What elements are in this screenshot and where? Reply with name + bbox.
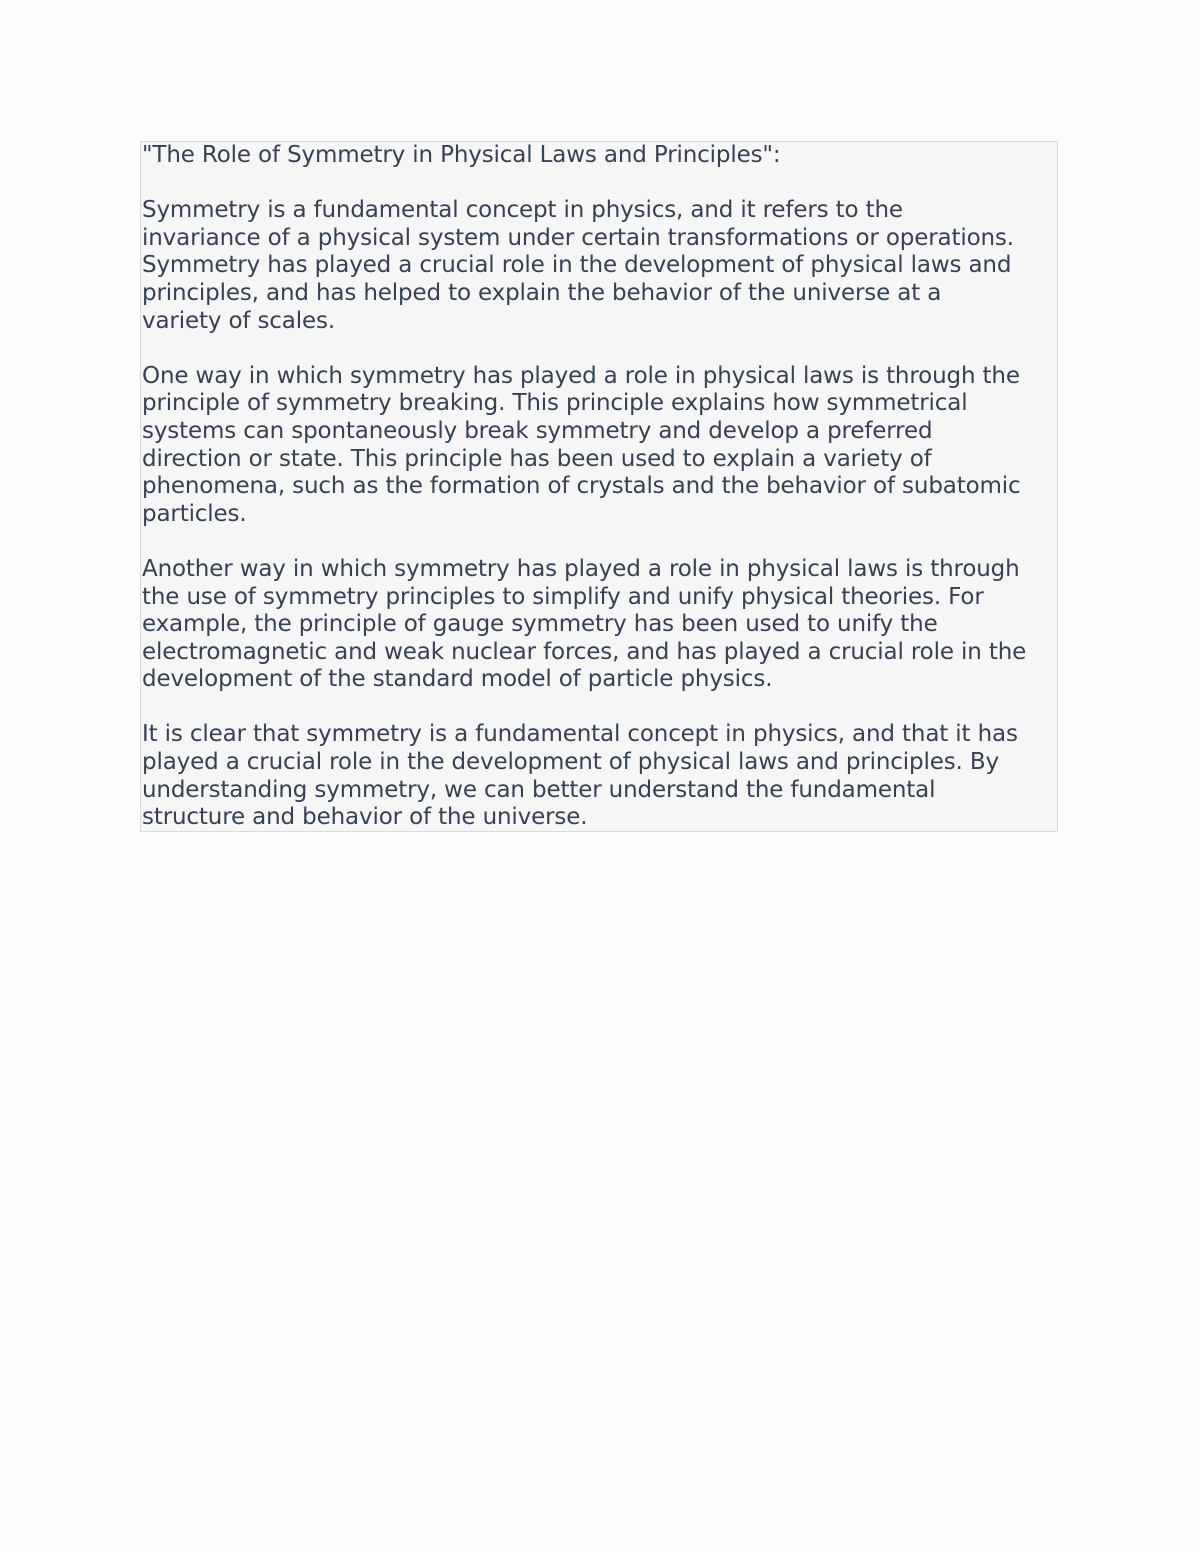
text-line: "The Role of Symmetry in Physical Laws and Principles":	[142, 142, 781, 168]
text-line: example, the principle of gauge symmetry has been used to unify the	[142, 611, 938, 638]
text-line: electromagnetic and weak nuclear forces, and has played a crucial role in the	[142, 638, 1027, 665]
text-line: invariance of a physical system under certain transformations or operations.	[142, 224, 1014, 251]
text-line: Symmetry has played a crucial role in the development of physical laws and	[142, 252, 1012, 279]
text-line: variety of scales.	[142, 307, 335, 334]
text-line: played a crucial role in the development of physical laws and principles. By	[142, 749, 999, 776]
text-line: direction or state. This principle has been used to explain a variety of	[142, 445, 932, 472]
text-line: Symmetry is a fundamental concept in physics, and it refers to the	[142, 197, 903, 224]
text-line: principle of symmetry breaking. This principle explains how symmetrical	[142, 390, 968, 417]
text-line: phenomena, such as the formation of crystals and the behavior of subatomic	[142, 473, 1021, 500]
unification-paragraph	[142, 556, 1056, 694]
text-line: understanding symmetry, we can better understand the fundamental	[142, 776, 936, 803]
symmetry-breaking-paragraph	[142, 363, 1056, 529]
text-line: development of the standard model of particle physics.	[142, 666, 773, 693]
essay-text-box	[140, 141, 1058, 832]
text-line: systems can spontaneously break symmetry and develop a preferred	[142, 417, 933, 444]
text-line: It is clear that symmetry is a fundamental concept in physics, and that it has	[142, 721, 1018, 748]
text-line: the use of symmetry principles to simplify and unify physical theories. For	[142, 583, 984, 610]
essay-title-paragraph	[142, 142, 1056, 170]
text-line: particles.	[142, 500, 247, 527]
intro-paragraph	[142, 197, 1056, 335]
text-line: structure and behavior of the universe.	[142, 804, 588, 831]
text-line: principles, and has helped to explain the behavior of the universe at a	[142, 279, 942, 306]
text-line: Another way in which symmetry has played a role in physical laws is through	[142, 555, 1020, 582]
text-line: One way in which symmetry has played a role in physical laws is through the	[142, 362, 1020, 389]
conclusion-paragraph	[142, 721, 1056, 831]
